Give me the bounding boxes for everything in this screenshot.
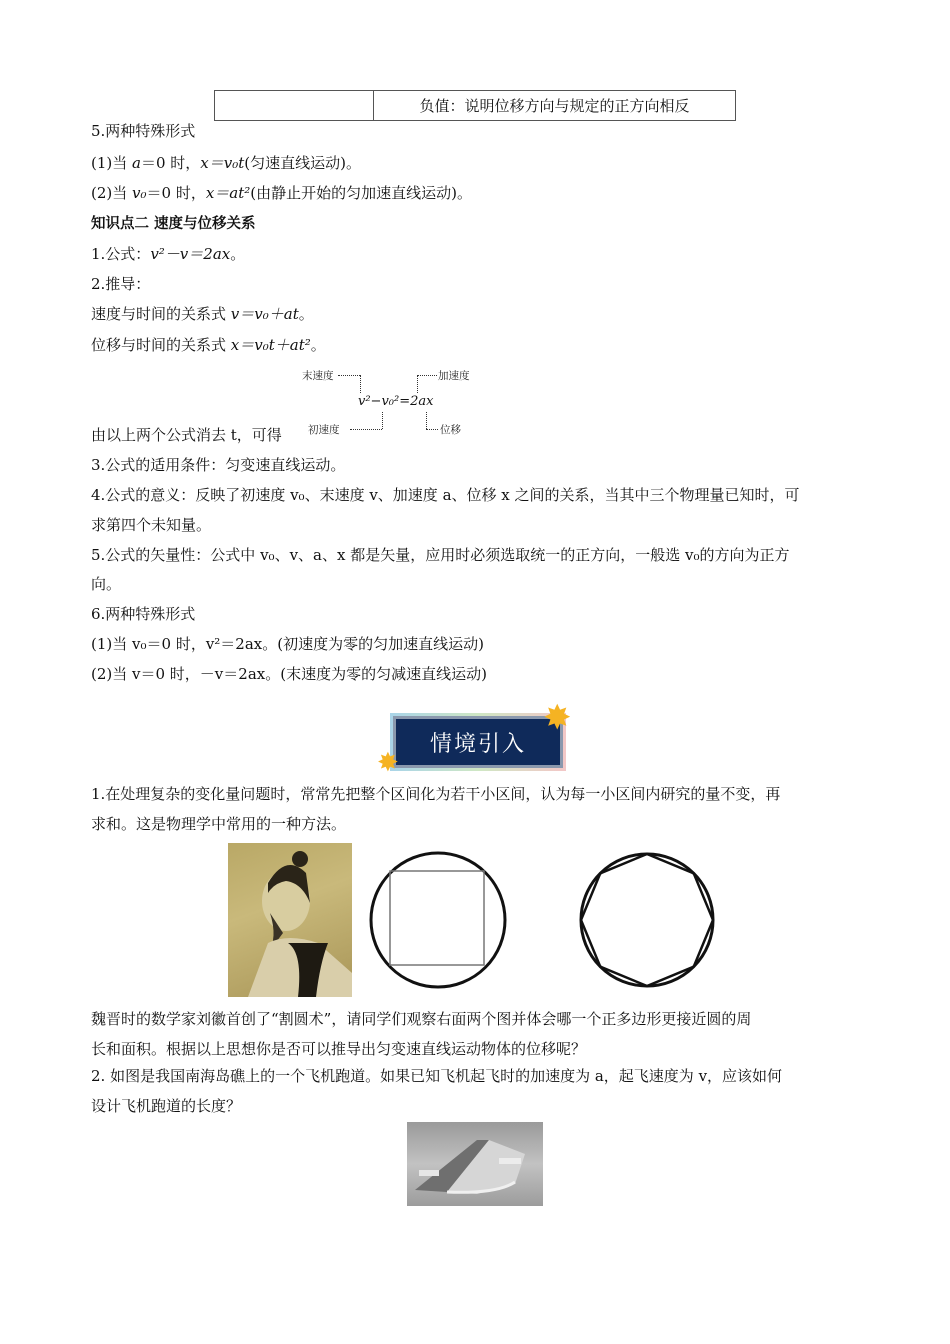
dotted-connector bbox=[426, 429, 438, 430]
end: 。 bbox=[230, 245, 246, 263]
note: (匀速直线运动)。 bbox=[244, 154, 361, 172]
formula: x＝at² bbox=[205, 184, 251, 202]
special-form-2-1: (1)当 v₀＝0 时，v²＝2ax。(初速度为零的匀加速直线运动) bbox=[91, 635, 484, 653]
special-forms-title-2: 6.两种特殊形式 bbox=[91, 605, 196, 623]
circle-inscribed-octagon bbox=[577, 850, 717, 994]
circle-inscribed-square bbox=[368, 850, 508, 994]
displacement-time-relation bbox=[91, 335, 326, 355]
special-form-2 bbox=[91, 183, 472, 203]
special-form-1 bbox=[91, 153, 361, 173]
context-intro-banner bbox=[390, 713, 566, 771]
derivation-title: 2.推导： bbox=[91, 275, 151, 293]
island-runway-photo bbox=[407, 1122, 543, 1206]
table-cell-empty bbox=[215, 91, 374, 121]
banner-title: 情境引入 bbox=[393, 716, 563, 768]
formula: x＝v₀t bbox=[200, 154, 245, 172]
label-final-velocity: 末速度 bbox=[302, 370, 334, 382]
table-cell-negative-value: 负值：说明位移方向与规定的正方向相反 bbox=[374, 91, 736, 121]
formula-meaning-1: 4.公式的意义：反映了初速度 v₀、末速度 v、加速度 a、位移 x 之间的关系，当其中三个物理量已知时，可 bbox=[91, 486, 800, 504]
vector-property-1: 5.公式的矢量性：公式中 v₀、v、a、x 都是矢量，应用时必须选取统一的正方向，一般选 v₀的方向为正方 bbox=[91, 546, 790, 564]
liu-hui-paragraph-1: 魏晋时的数学家刘徽首创了“割圆术”，请同学们观察右面两个图并体会哪一个正多边形更接近圆的周 bbox=[91, 1010, 752, 1028]
context-item-2-line1: 2. 如图是我国南海岛礁上的一个飞机跑道。如果已知飞机起飞时的加速度为 a，起飞速度为 v，应该如何 bbox=[91, 1067, 783, 1085]
special-forms-title: 5.两种特殊形式 bbox=[91, 122, 196, 140]
dotted-connector bbox=[417, 375, 418, 393]
dotted-connector bbox=[382, 412, 383, 429]
var: v₀ bbox=[132, 184, 147, 202]
formula-diagram bbox=[300, 366, 490, 440]
context-item-2-line2: 设计飞机跑道的长度？ bbox=[91, 1097, 242, 1115]
table-row bbox=[215, 91, 736, 121]
formula: x＝v₀t＋at² bbox=[230, 336, 311, 354]
star-icon: ✸ bbox=[377, 748, 399, 778]
note: (由静止开始的匀加速直线运动)。 bbox=[250, 184, 473, 202]
formula: v²－v＝2ax bbox=[150, 245, 231, 263]
label: 位移与时间的关系式 bbox=[91, 336, 227, 354]
dotted-connector bbox=[426, 412, 427, 429]
vector-property-2: 向。 bbox=[91, 575, 122, 593]
special-form-2-2: (2)当 v＝0 时，－v＝2ax。(末速度为零的匀减速直线运动) bbox=[91, 665, 487, 683]
end: 。 bbox=[298, 305, 314, 323]
dotted-connector bbox=[338, 375, 360, 376]
cond: ＝0 时， bbox=[146, 184, 206, 202]
formula-meaning-2: 求第四个未知量。 bbox=[91, 516, 212, 534]
section-heading: 知识点二 速度与位移关系 bbox=[91, 216, 256, 232]
velocity-time-relation bbox=[91, 304, 314, 324]
liu-hui-portrait bbox=[228, 843, 352, 997]
applicable-condition: 3.公式的适用条件：匀变速直线运动。 bbox=[91, 456, 346, 474]
liu-hui-paragraph-2: 长和面积。根据以上思想你是否可以推导出匀变速直线运动物体的位移呢？ bbox=[91, 1040, 587, 1058]
star-icon: ✸ bbox=[543, 698, 572, 738]
dotted-connector bbox=[417, 375, 437, 376]
label-initial-velocity: 初速度 bbox=[308, 424, 340, 436]
context-item-1-line1: 1.在处理复杂的变化量问题时，常常先把整个区间化为若干小区间，认为每一小区间内研究的量不变，再 bbox=[91, 785, 781, 803]
var: a bbox=[132, 154, 141, 172]
context-item-1-line2: 求和。这是物理学中常用的一种方法。 bbox=[91, 815, 347, 833]
label-displacement: 位移 bbox=[440, 424, 461, 436]
label-acceleration: 加速度 bbox=[438, 370, 470, 382]
dotted-connector bbox=[360, 375, 361, 393]
eliminate-text: 由以上两个公式消去 t，可得 bbox=[91, 426, 282, 444]
formula: v＝v₀＋at bbox=[230, 305, 299, 323]
formula-line bbox=[91, 244, 245, 264]
velocity-displacement-equation: v²−v₀²=2ax bbox=[358, 394, 434, 409]
dotted-connector bbox=[350, 429, 382, 430]
label: 速度与时间的关系式 bbox=[91, 305, 227, 323]
label: 1.公式： bbox=[91, 245, 151, 263]
continuation-table bbox=[214, 90, 736, 121]
prefix: (1)当 bbox=[91, 154, 133, 172]
cond: ＝0 时， bbox=[140, 154, 201, 172]
prefix: (2)当 bbox=[91, 184, 133, 202]
end: 。 bbox=[310, 336, 326, 354]
